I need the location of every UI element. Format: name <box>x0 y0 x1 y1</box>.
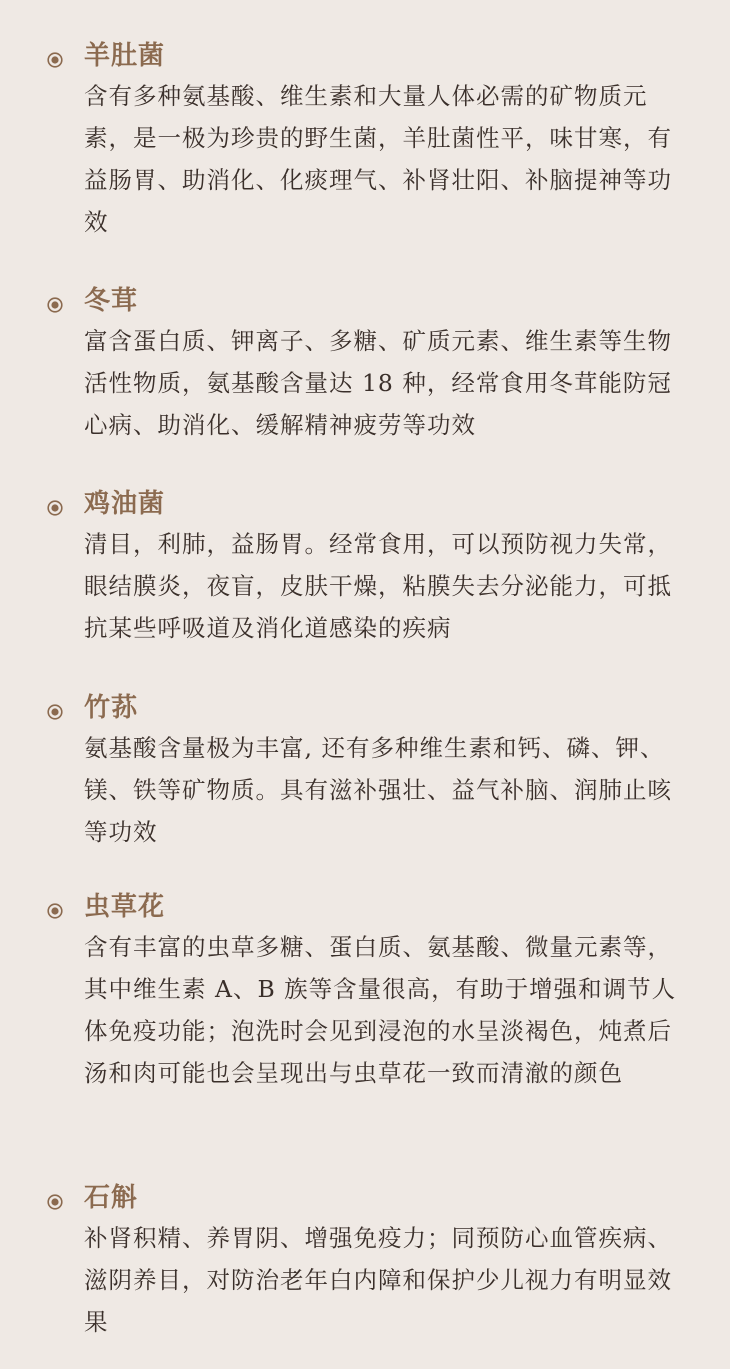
item-description: 富含蛋白质、钾离子、多糖、矿质元素、维生素等生物活性物质，氨基酸含量达 18 种，经常食用冬茸能防冠心病、助消化、缓解精神疲劳等功效 <box>84 327 672 439</box>
item-title: 冬茸 <box>84 286 139 316</box>
item-description: 补肾积精、养胃阴、增强免疫力；同预防心血管疾病、滋阴养目，对防治老年白内障和保护少儿视力有明显效果 <box>84 1224 672 1336</box>
item-title: 虫草花 <box>84 892 166 922</box>
item-title: 鸡油菌 <box>84 489 166 519</box>
item-description: 含有丰富的虫草多糖、蛋白质、氨基酸、微量元素等，其中维生素 A、B 族等含量很高，有助于增强和调节人体免疫功能；泡洗时会见到浸泡的水呈淡褐色，炖煮后汤和肉可能也会呈现出与虫草花一致而清澈的颜色 <box>84 933 677 1087</box>
radio-circle-icon <box>47 500 63 516</box>
item-description: 含有多种氨基酸、维生素和大量人体必需的矿物质元素，是一极为珍贵的野生菌，羊肚菌性平，味甘寒，有益肠胃、助消化、化痰理气、补肾壮阳、补脑提神等功效 <box>84 82 672 236</box>
radio-circle-icon <box>47 52 63 68</box>
item-description: 清目，利肺，益肠胃。经常食用，可以预防视力失常，眼结膜炎，夜盲，皮肤干燥，粘膜失去分泌能力，可抵抗某些呼吸道及消化道感染的疾病 <box>84 530 672 642</box>
radio-circle-icon <box>47 1194 63 1210</box>
radio-circle-icon <box>47 297 63 313</box>
item-description: 氨基酸含量极为丰富, 还有多种维生素和钙、磷、钾、镁、铁等矿物质。具有滋补强壮、益气补脑、润肺止咳等功效 <box>84 734 672 846</box>
item-title: 羊肚菌 <box>84 41 166 71</box>
item-title: 石斛 <box>84 1183 139 1213</box>
item-title: 竹荪 <box>84 693 139 723</box>
radio-circle-icon <box>47 704 63 720</box>
radio-circle-icon <box>47 903 63 919</box>
